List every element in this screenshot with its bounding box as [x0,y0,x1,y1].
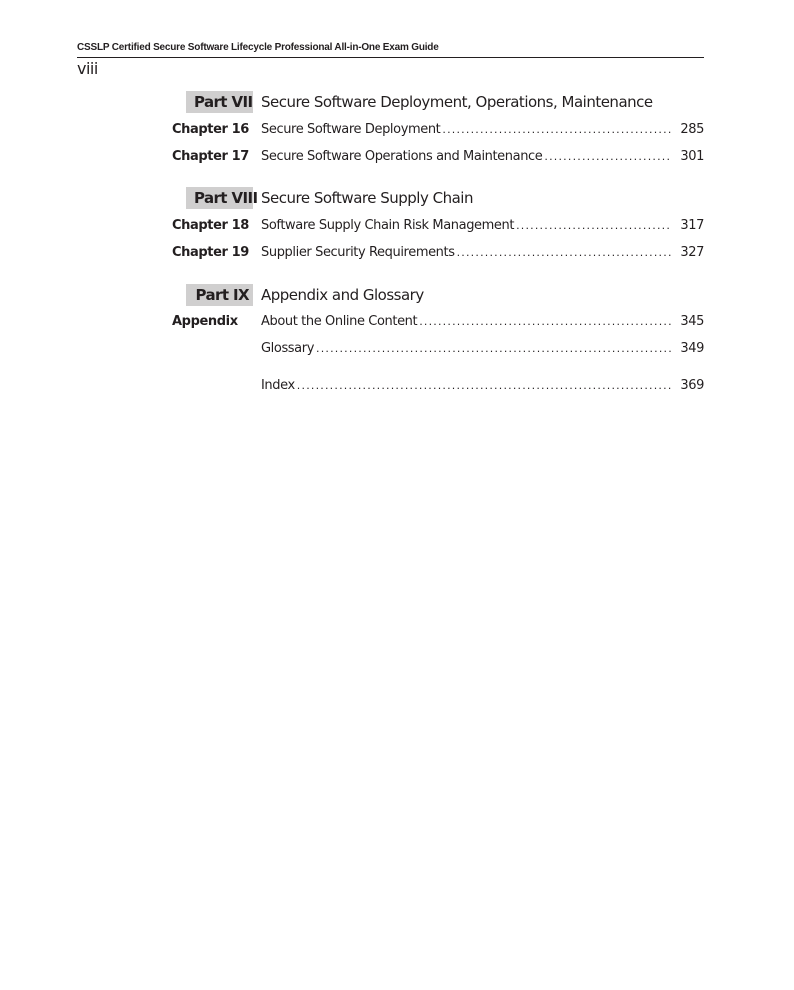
part-heading-vii[interactable] [0,91,794,113]
toc-entry-index[interactable] [0,377,794,395]
page-number-ref: 369 [680,378,704,393]
dot-leader [544,148,672,166]
page-number-ref: 345 [680,314,704,329]
page-number: viii [77,59,98,78]
dot-leader [457,244,673,262]
toc-entry-chapter-18[interactable] [0,217,794,235]
entry-title: Software Supply Chain Risk Management [261,218,515,233]
entry-title: Supplier Security Requirements [261,245,455,260]
part-label: Part IX [186,284,253,306]
chapter-label: Chapter 17 [172,149,249,164]
entry-title: Glossary [261,341,314,356]
dot-leader [419,313,672,331]
toc-entry-chapter-19[interactable] [0,244,794,262]
dot-leader [316,340,672,358]
part-heading-viii[interactable] [0,187,794,209]
part-title: Secure Software Deployment, Operations, Maintenance [261,93,653,111]
entry-title: About the Online Content [261,314,418,329]
header-rule [77,57,704,58]
dot-leader [297,377,673,395]
part-heading-ix[interactable] [0,284,794,306]
part-title: Appendix and Glossary [261,286,424,304]
running-head: CSSLP Certified Secure Software Lifecycle Professional All-in-One Exam Guide [77,42,439,53]
dot-leader [516,217,672,235]
toc-entry-glossary[interactable] [0,340,794,358]
part-title: Secure Software Supply Chain [261,189,473,207]
toc-entry-chapter-17[interactable] [0,148,794,166]
page-number-ref: 317 [680,218,704,233]
page-number-ref: 327 [680,245,704,260]
chapter-label: Chapter 19 [172,245,249,260]
part-label: Part VII [186,91,253,113]
page-number-ref: 301 [680,149,704,164]
entry-title: Index [261,378,295,393]
chapter-label: Chapter 18 [172,218,249,233]
dot-leader [442,121,672,139]
toc-entry-appendix[interactable] [0,313,794,331]
page-number-ref: 349 [680,341,704,356]
entry-title: Secure Software Operations and Maintenance [261,149,543,164]
chapter-label: Chapter 16 [172,122,249,137]
toc-entry-chapter-16[interactable] [0,121,794,139]
entry-title: Secure Software Deployment [261,122,441,137]
appendix-label: Appendix [172,314,238,329]
part-label: Part VIII [186,187,253,209]
page-number-ref: 285 [680,122,704,137]
